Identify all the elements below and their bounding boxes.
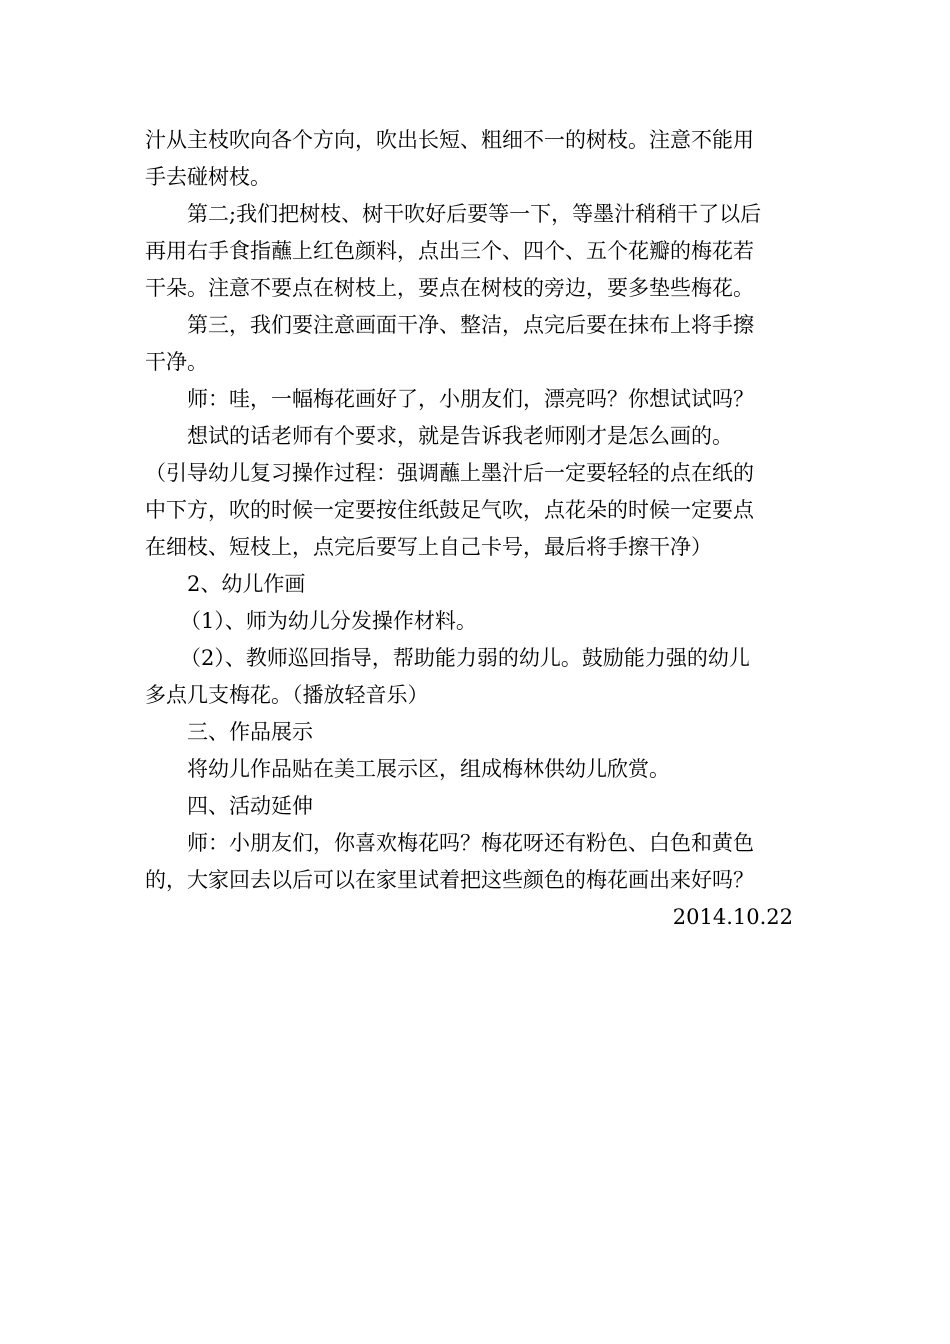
paragraph-line: 干朵。注意不要点在树枝上，要点在树枝的旁边，要多垫些梅花。 (145, 276, 754, 300)
paragraph-line: 第二;我们把树枝、树干吹好后要等一下，等墨汁稍稍干了以后 (187, 202, 762, 226)
document-body (145, 122, 811, 936)
document-date: 2014.10.22 (672, 905, 793, 929)
paragraph-line: 干净。 (145, 350, 208, 374)
paragraph-line: 师：哇，一幅梅花画好了，小朋友们，漂亮吗？你想试试吗？ (187, 387, 754, 411)
list-item: （1）、师为幼儿分发操作材料。 (180, 609, 477, 633)
section-heading: 2、幼儿作画 (187, 572, 306, 596)
paragraph-line: 的，大家回去以后可以在家里试着把这些颜色的梅花画出来好吗？ (145, 868, 754, 892)
list-item: （2）、教师巡回指导，帮助能力弱的幼儿。鼓励能力强的幼儿 (180, 646, 750, 670)
paragraph-line: 想试的话老师有个要求，就是告诉我老师刚才是怎么画的。 (187, 424, 733, 448)
paragraph-line: 第三，我们要注意画面干净、整洁，点完后要在抹布上将手擦 (187, 313, 754, 337)
paragraph-line: 师：小朋友们，你喜欢梅花吗？梅花呀还有粉色、白色和黄色 (187, 831, 754, 855)
paragraph-line: 多点几支梅花。（播放轻音乐） (145, 683, 429, 707)
paragraph-line: 在细枝、短枝上，点完后要写上自己卡号，最后将手擦干净） (145, 535, 712, 559)
section-heading: 四、活动延伸 (187, 794, 313, 818)
paragraph-line: 汁从主枝吹向各个方向，吹出长短、粗细不一的树枝。注意不能用 (145, 128, 754, 152)
section-heading: 三、作品展示 (187, 720, 313, 744)
paragraph-line: 中下方，吹的时候一定要按住纸鼓足气吹，点花朵的时候一定要点 (145, 498, 754, 522)
paragraph-line: 将幼儿作品贴在美工展示区，组成梅林供幼儿欣赏。 (187, 757, 670, 781)
paragraph-line: 再用右手食指蘸上红色颜料，点出三个、四个、五个花瓣的梅花若 (145, 239, 754, 263)
paragraph-line: 手去碰树枝。 (145, 165, 271, 189)
paragraph-line: （引导幼儿复习操作过程：强调蘸上墨汁后一定要轻轻的点在纸的 (145, 461, 754, 485)
